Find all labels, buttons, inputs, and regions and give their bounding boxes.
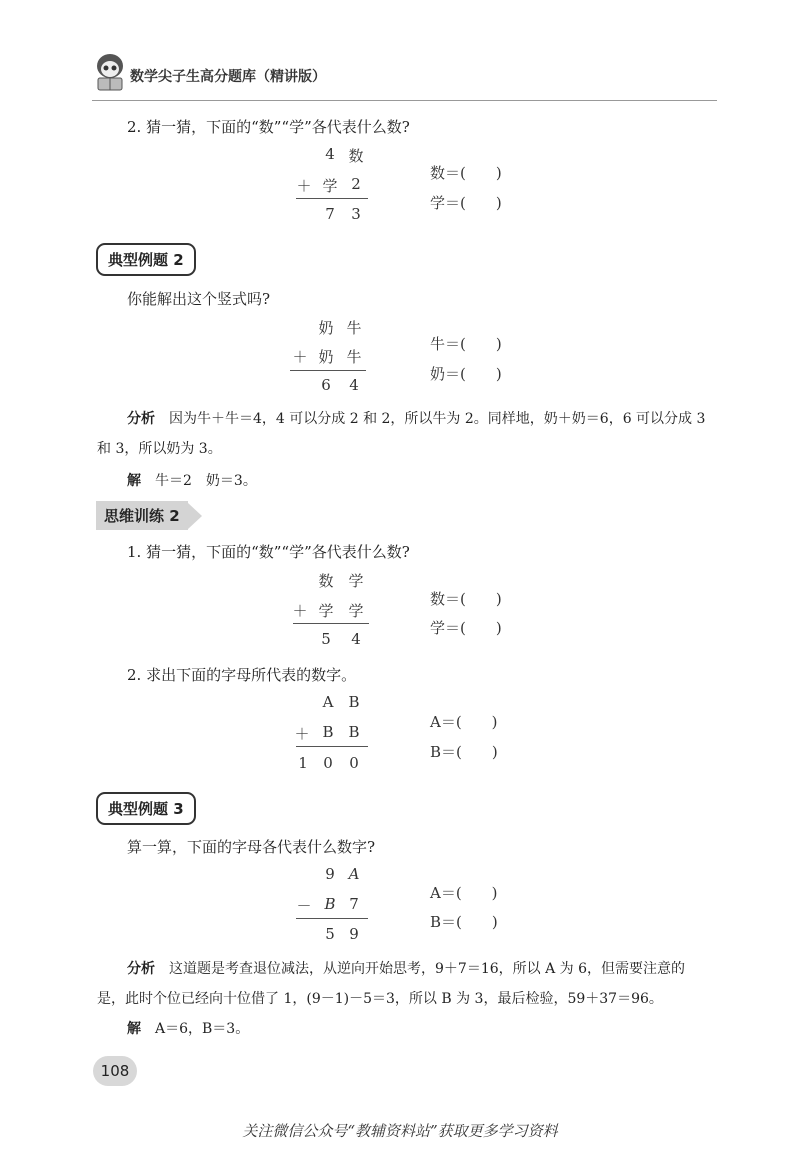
digit: 奶 — [318, 348, 334, 366]
sum-line — [293, 623, 369, 624]
solution-label: 解 — [127, 473, 141, 489]
digit: 5 — [325, 925, 335, 943]
operator: ＋ — [292, 348, 308, 366]
digit: 5 — [321, 630, 331, 648]
example-3-solution — [127, 1014, 249, 1044]
answer-blank: 数＝( ) — [430, 164, 502, 182]
difference-line — [296, 918, 368, 919]
analysis-label: 分析 — [127, 961, 155, 977]
analysis-text: 这道题是考查退位减法，从逆向开始思考，9＋7＝16，所以 A 为 6，但需要注意的 — [169, 961, 685, 977]
digit: B — [322, 723, 334, 741]
mascot-logo-icon — [93, 50, 127, 94]
digit: B — [348, 693, 360, 711]
sum-line — [296, 746, 368, 747]
training-q1-prompt: 1. 猜一猜，下面的“数”“学”各代表什么数? — [127, 543, 410, 561]
example-2-analysis-cont: 和 3，所以奶为 3。 — [97, 441, 222, 457]
digit: 学 — [318, 602, 334, 620]
answer-blank: 学＝( ) — [430, 619, 502, 637]
digit: A — [348, 865, 360, 883]
digit: 4 — [349, 376, 359, 394]
digit: 2 — [351, 175, 361, 193]
operator: ＋ — [296, 177, 312, 195]
banner-arrow-icon — [188, 503, 202, 529]
answer-blank: 奶＝( ) — [430, 365, 502, 383]
analysis-label: 分析 — [127, 411, 155, 427]
digit: 0 — [349, 754, 359, 772]
digit: 学 — [348, 602, 364, 620]
digit: 数 — [318, 572, 334, 590]
sum-line — [290, 370, 366, 371]
answer-blank: 数＝( ) — [430, 590, 502, 608]
training-2-banner — [96, 501, 202, 530]
training-q2-prompt: 2. 求出下面的字母所代表的数字。 — [127, 666, 357, 684]
digit: 4 — [351, 630, 361, 648]
answer-blank: B＝( ) — [430, 743, 498, 761]
digit: 奶 — [318, 319, 334, 337]
operator: ＋ — [294, 725, 310, 743]
analysis-text: 因为牛＋牛＝4，4 可以分成 2 和 2，所以牛为 2。同样地，奶＋奶＝6，6 可以分成 3 — [169, 411, 706, 427]
operator: － — [296, 897, 312, 915]
answer-blank: 学＝( ) — [430, 194, 502, 212]
digit: 7 — [325, 205, 335, 223]
example-2-analysis — [127, 404, 727, 434]
answer-blank: 牛＝( ) — [430, 335, 502, 353]
answer-blank: A＝( ) — [430, 713, 498, 731]
example-3-prompt: 算一算，下面的字母各代表什么数字? — [127, 838, 376, 856]
example-3-analysis — [127, 954, 727, 984]
example-2-prompt: 你能解出这个竖式吗? — [127, 290, 271, 308]
book-title: 数学尖子生高分题库（精讲版） — [130, 69, 326, 85]
question-2-prompt: 2. 猜一猜，下面的“数”“学”各代表什么数? — [127, 118, 410, 136]
digit: 牛 — [346, 319, 362, 337]
page-number: 108 — [93, 1056, 137, 1086]
solution-text: 牛＝2 奶＝3。 — [155, 473, 257, 489]
digit: B — [348, 723, 360, 741]
example-3-analysis-cont: 是，此时个位已经向十位借了 1，(9－1)－5＝3，所以 B 为 3，最后检验，59＋37＝96。 — [97, 991, 663, 1007]
training-2-label: 思维训练 2 — [96, 501, 188, 530]
digit: 牛 — [346, 348, 362, 366]
digit: 学 — [322, 177, 338, 195]
solution-label: 解 — [127, 1021, 141, 1037]
example-2-solution — [127, 466, 257, 496]
example-2-label: 典型例题 2 — [96, 243, 196, 276]
header-divider — [92, 100, 717, 101]
answer-blank: B＝( ) — [430, 913, 498, 931]
digit: 数 — [348, 147, 364, 165]
digit: A — [322, 693, 334, 711]
answer-blank: A＝( ) — [430, 884, 498, 902]
digit: 7 — [349, 895, 359, 913]
digit: 1 — [298, 754, 308, 772]
digit: B — [324, 895, 336, 913]
digit: 6 — [321, 376, 331, 394]
footer-note: 关注微信公众号“教辅资料站”获取更多学习资料 — [242, 1122, 558, 1140]
digit: 0 — [323, 754, 333, 772]
sum-line — [296, 198, 368, 199]
digit: 学 — [348, 572, 364, 590]
digit: 9 — [349, 925, 359, 943]
operator: ＋ — [292, 602, 308, 620]
digit: 4 — [325, 145, 335, 163]
example-3-label: 典型例题 3 — [96, 792, 196, 825]
digit: 3 — [351, 205, 361, 223]
digit: 9 — [325, 865, 335, 883]
solution-text: A＝6，B＝3。 — [155, 1021, 250, 1037]
